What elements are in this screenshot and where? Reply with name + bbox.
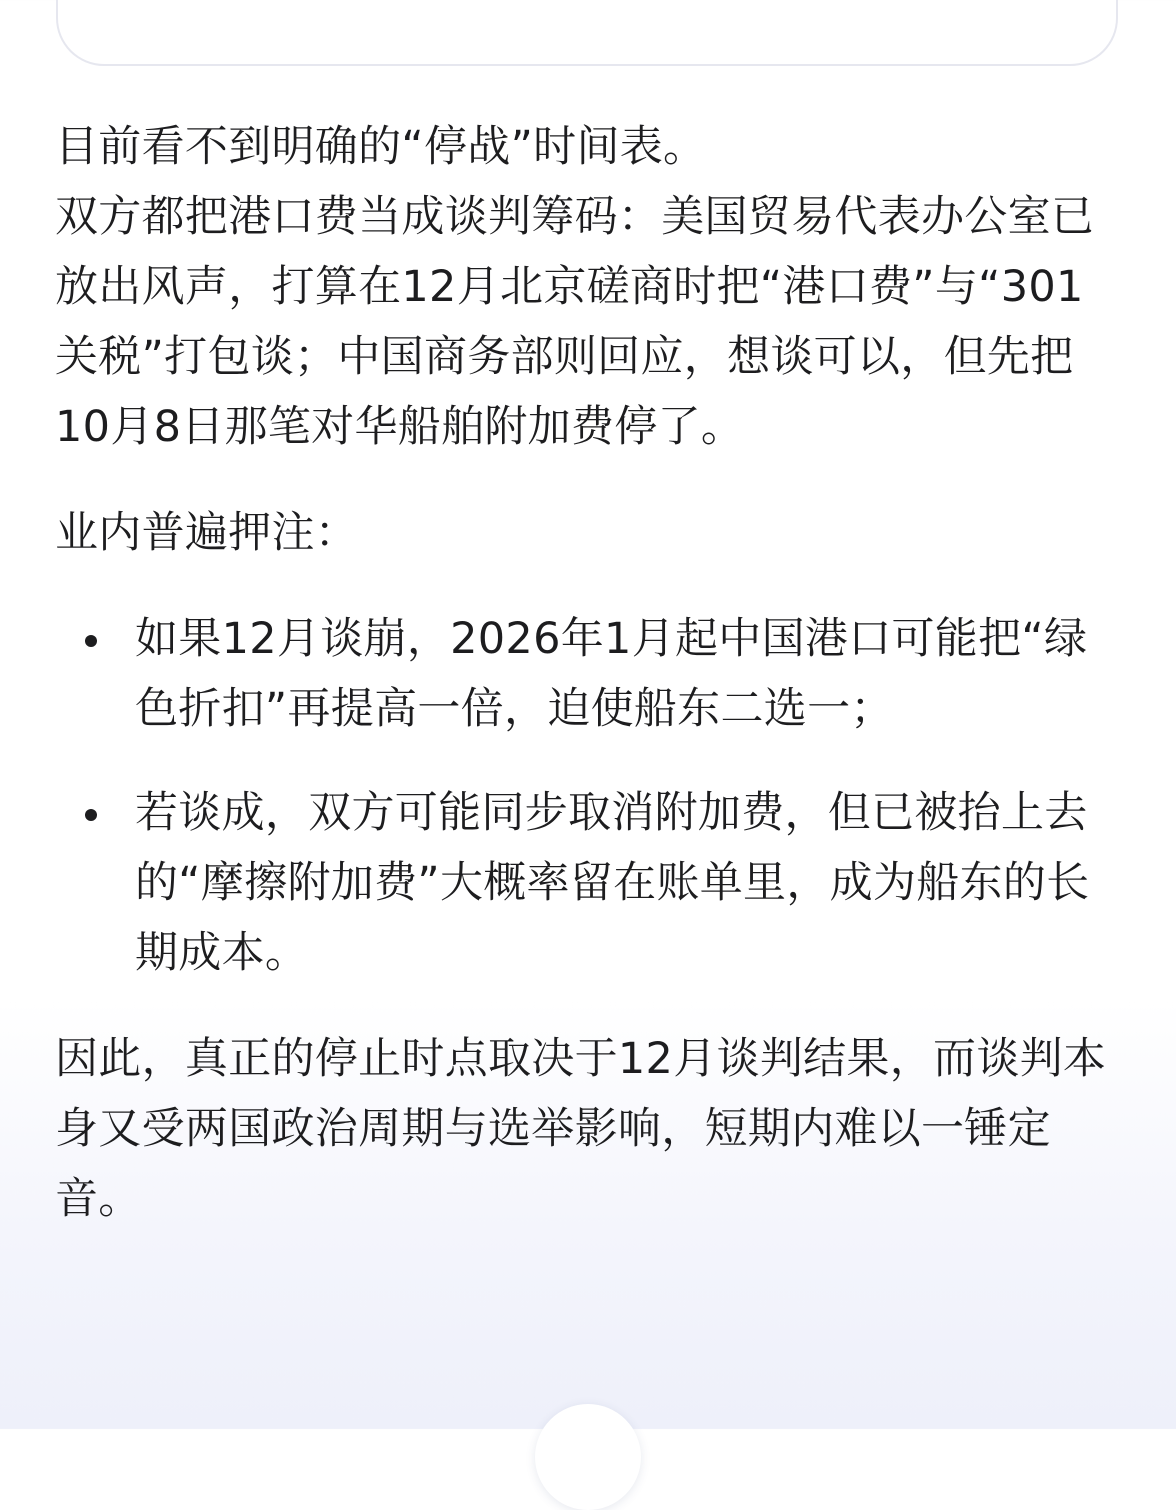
list-item-text: 如果12月谈崩，2026年1月起中国港口可能把“绿色折扣”再提高一倍，迫使船东二选一； xyxy=(135,614,1088,734)
list-item xyxy=(55,778,1113,988)
bullet-list xyxy=(55,604,1113,988)
bullet-dot-icon xyxy=(85,809,97,821)
message-conclusion: 因此，真正的停止时点取决于12月谈判结果，而谈判本身又受两国政治周期与选举影响，短期内难以一锤定音。 xyxy=(55,1034,1107,1224)
message-paragraph: 目前看不到明确的“停战”时间表。 xyxy=(55,122,707,172)
previous-message-card xyxy=(56,0,1118,66)
message-paragraph: 双方都把港口费当成谈判筹码：美国贸易代表办公室已放出风声，打算在12月北京磋商时把“港口费”与“301关税”打包谈；中国商务部则回应，想谈可以，但先把10月8日那笔对华船舶附加费停了。 xyxy=(55,192,1095,452)
message-paragraph: 业内普遍押注： xyxy=(55,508,359,558)
list-item-text: 若谈成，双方可能同步取消附加费，但已被抬上去的“摩擦附加费”大概率留在账单里，成为船东的长期成本。 xyxy=(135,788,1090,978)
bullet-dot-icon xyxy=(85,635,97,647)
scroll-down-button[interactable] xyxy=(535,1404,641,1510)
list-item xyxy=(55,604,1113,744)
assistant-message xyxy=(55,112,1113,1234)
